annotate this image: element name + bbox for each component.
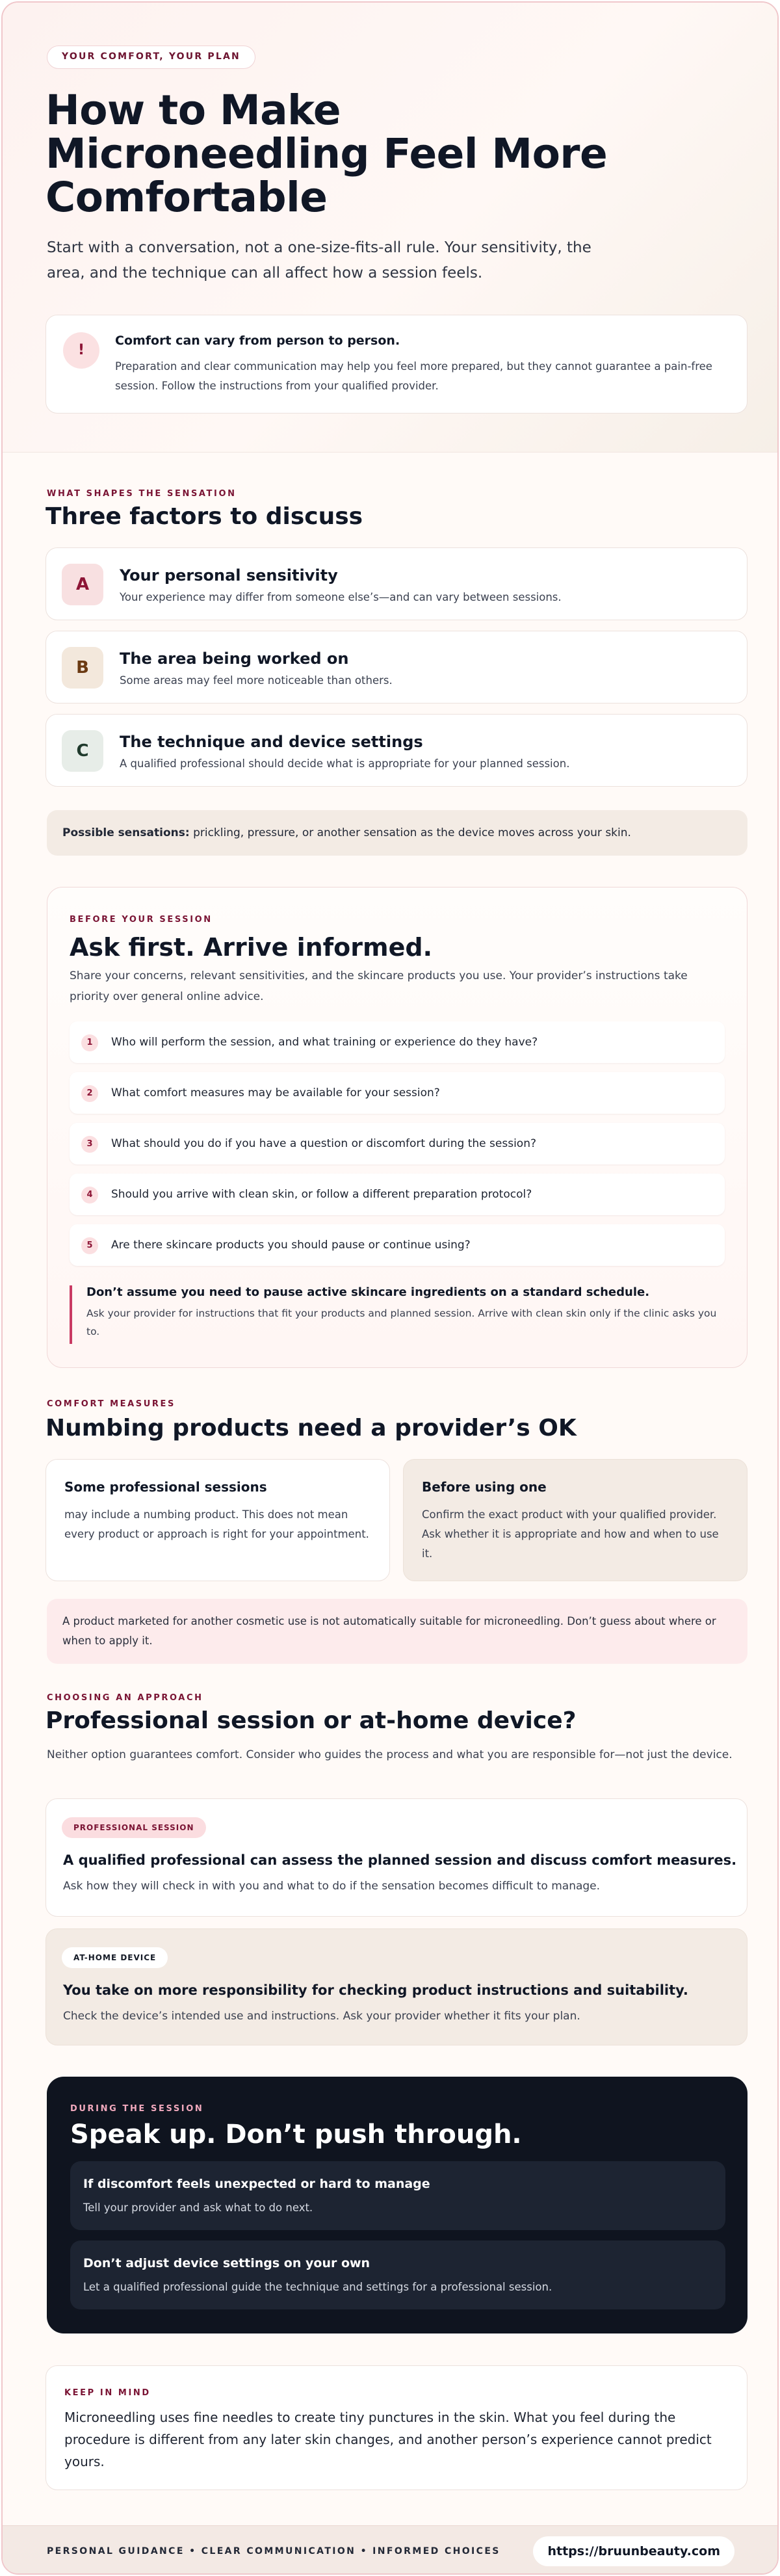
warning-icon: ! bbox=[63, 332, 99, 369]
during-item-text: Let a qualified professional guide the technique and settings for a professional session. bbox=[83, 2281, 552, 2293]
note-text: Ask your provider for instructions that fit your products and planned session. Arrive with clean skin only if the clinic asks you to. bbox=[86, 1308, 717, 1337]
note-title: Don’t assume you need to pause active skincare ingredients on a standard schedule. bbox=[86, 1285, 650, 1299]
question-item bbox=[70, 1123, 725, 1164]
hero-subtitle: Start with a conversation, not a one-size-fits-all rule. Your sensitivity, the area, and the technique can all affect how a session feels. bbox=[47, 239, 592, 282]
question-item bbox=[70, 1224, 725, 1266]
page bbox=[1, 1, 779, 2575]
during-title: Speak up. Don’t push through. bbox=[70, 2120, 522, 2149]
keep-text: Microneedling uses fine needles to create tiny punctures in the skin. What you feel during the procedure is different from any later skin changes, and another person’s experience cannot predict yours. bbox=[64, 2410, 712, 2469]
approach-title: Professional session or at-home device? bbox=[46, 1707, 577, 1734]
keep-in-mind-card bbox=[46, 2365, 748, 2490]
factor-title: The technique and device settings bbox=[120, 733, 423, 751]
during-item-title: If discomfort feels unexpected or hard to manage bbox=[83, 2177, 430, 2191]
skincare-note bbox=[70, 1285, 726, 1344]
comfort-title: Numbing products need a provider’s OK bbox=[46, 1415, 577, 1441]
footer-tagline: PERSONAL GUIDANCE • CLEAR COMMUNICATION • INFORMED CHOICES bbox=[47, 2546, 500, 2556]
question-number: 5 bbox=[81, 1237, 98, 1254]
before-session-panel bbox=[47, 887, 748, 1368]
during-item-text: Tell your provider and ask what to do next. bbox=[83, 2201, 313, 2214]
approach-eyebrow: CHOOSING AN APPROACH bbox=[47, 1693, 203, 1703]
factor-badge-a: A bbox=[62, 564, 103, 605]
question-text: Who will perform the session, and what training or experience do they have? bbox=[111, 1036, 538, 1049]
hero-section bbox=[3, 3, 777, 453]
sensations-text: prickling, pressure, or another sensation as the device moves across your skin. bbox=[193, 826, 631, 839]
website-link[interactable]: https://bruunbeauty.com bbox=[533, 2536, 734, 2566]
comfort-alert-card bbox=[46, 315, 748, 414]
alert-text: Preparation and clear communication may help you feel more prepared, but they cannot guarantee a pain-free session. Follow the instructions from your qualified provider. bbox=[115, 360, 712, 392]
question-number: 4 bbox=[81, 1187, 98, 1203]
option-tag: AT-HOME DEVICE bbox=[62, 1947, 168, 1968]
numbing-warning: A product marketed for another cosmetic use is not automatically suitable for microneedling. Don’t guess about where or when to apply it. bbox=[47, 1599, 748, 1664]
question-text: Should you arrive with clean skin, or follow a different preparation protocol? bbox=[111, 1188, 532, 1201]
professional-session-card bbox=[46, 1798, 748, 1917]
question-text: What comfort measures may be available for your session? bbox=[111, 1086, 440, 1099]
question-number: 2 bbox=[81, 1085, 98, 1102]
option-title: A qualified professional can assess the planned session and discuss comfort measures. bbox=[63, 1852, 737, 1868]
factors-eyebrow: WHAT SHAPES THE SENSATION bbox=[47, 489, 237, 499]
factors-title: Three factors to discuss bbox=[46, 503, 363, 530]
factor-title: The area being worked on bbox=[120, 650, 349, 668]
question-item bbox=[70, 1174, 725, 1215]
title-line-2: Microneedling Feel More bbox=[46, 130, 608, 177]
keep-eyebrow: KEEP IN MIND bbox=[64, 2388, 151, 2398]
factor-badge-c: C bbox=[62, 730, 103, 772]
during-eyebrow: DURING THE SESSION bbox=[70, 2104, 204, 2114]
question-item bbox=[70, 1021, 725, 1063]
question-text: Are there skincare products you should pause or continue using? bbox=[111, 1239, 471, 1252]
possible-sensations-note bbox=[47, 810, 748, 856]
before-title: Ask first. Arrive informed. bbox=[70, 933, 433, 962]
during-item bbox=[70, 2241, 725, 2309]
before-intro: Share your concerns, relevant sensitivities, and the skincare products you use. Your provider’s instructions take priority over general online advice. bbox=[70, 969, 688, 1003]
at-home-device-card bbox=[46, 1928, 748, 2045]
factor-card-b bbox=[46, 631, 748, 703]
option-tag: PROFESSIONAL SESSION bbox=[62, 1817, 206, 1838]
title-line-3: Comfortable bbox=[46, 174, 328, 221]
factor-title: Your personal sensitivity bbox=[120, 566, 338, 585]
mini-card-text: may include a numbing product. This does not mean every product or approach is right for your appointment. bbox=[64, 1508, 369, 1540]
approach-intro: Neither option guarantees comfort. Consider who guides the process and what you are responsible for—not just the device. bbox=[47, 1748, 733, 1761]
mini-card-title: Some professional sessions bbox=[64, 1479, 267, 1495]
footer bbox=[3, 2525, 777, 2575]
option-text: Check the device’s intended use and instructions. Ask your provider whether it fits your plan. bbox=[63, 2010, 580, 2023]
before-eyebrow: BEFORE YOUR SESSION bbox=[70, 915, 213, 925]
during-session-panel bbox=[47, 2077, 748, 2333]
comfort-eyebrow: COMFORT MEASURES bbox=[47, 1399, 176, 1409]
factor-text: A qualified professional should decide what is appropriate for your planned session. bbox=[120, 757, 570, 770]
option-text: Ask how they will check in with you and what to do if the sensation becomes difficult to manage. bbox=[63, 1880, 601, 1893]
factor-text: Some areas may feel more noticeable than others. bbox=[120, 674, 393, 687]
title-line-1: How to Make bbox=[46, 86, 341, 134]
alert-title: Comfort can vary from person to person. bbox=[115, 334, 400, 348]
before-using-card bbox=[403, 1459, 748, 1581]
hero-eyebrow-pill: YOUR COMFORT, YOUR PLAN bbox=[47, 46, 255, 69]
factor-card-a bbox=[46, 547, 748, 620]
factor-text: Your experience may differ from someone else’s—and can vary between sessions. bbox=[120, 591, 562, 603]
factor-card-c bbox=[46, 714, 748, 787]
during-item bbox=[70, 2161, 725, 2230]
factor-badge-b: B bbox=[62, 647, 103, 689]
option-title: You take on more responsibility for checking product instructions and suitability. bbox=[63, 1982, 688, 1998]
question-item bbox=[70, 1072, 725, 1114]
question-text: What should you do if you have a question or discomfort during the session? bbox=[111, 1137, 536, 1150]
during-item-title: Don’t adjust device settings on your own bbox=[83, 2256, 370, 2270]
question-number: 1 bbox=[81, 1034, 98, 1051]
mini-card-text: Confirm the exact product with your qualified provider. Ask whether it is appropriate and how and when to use it. bbox=[422, 1508, 719, 1560]
mini-card-title: Before using one bbox=[422, 1479, 547, 1495]
professional-numbing-card bbox=[46, 1459, 390, 1581]
question-number: 3 bbox=[81, 1136, 98, 1153]
page-title bbox=[46, 88, 670, 219]
sensations-label: Possible sensations: bbox=[62, 826, 190, 839]
